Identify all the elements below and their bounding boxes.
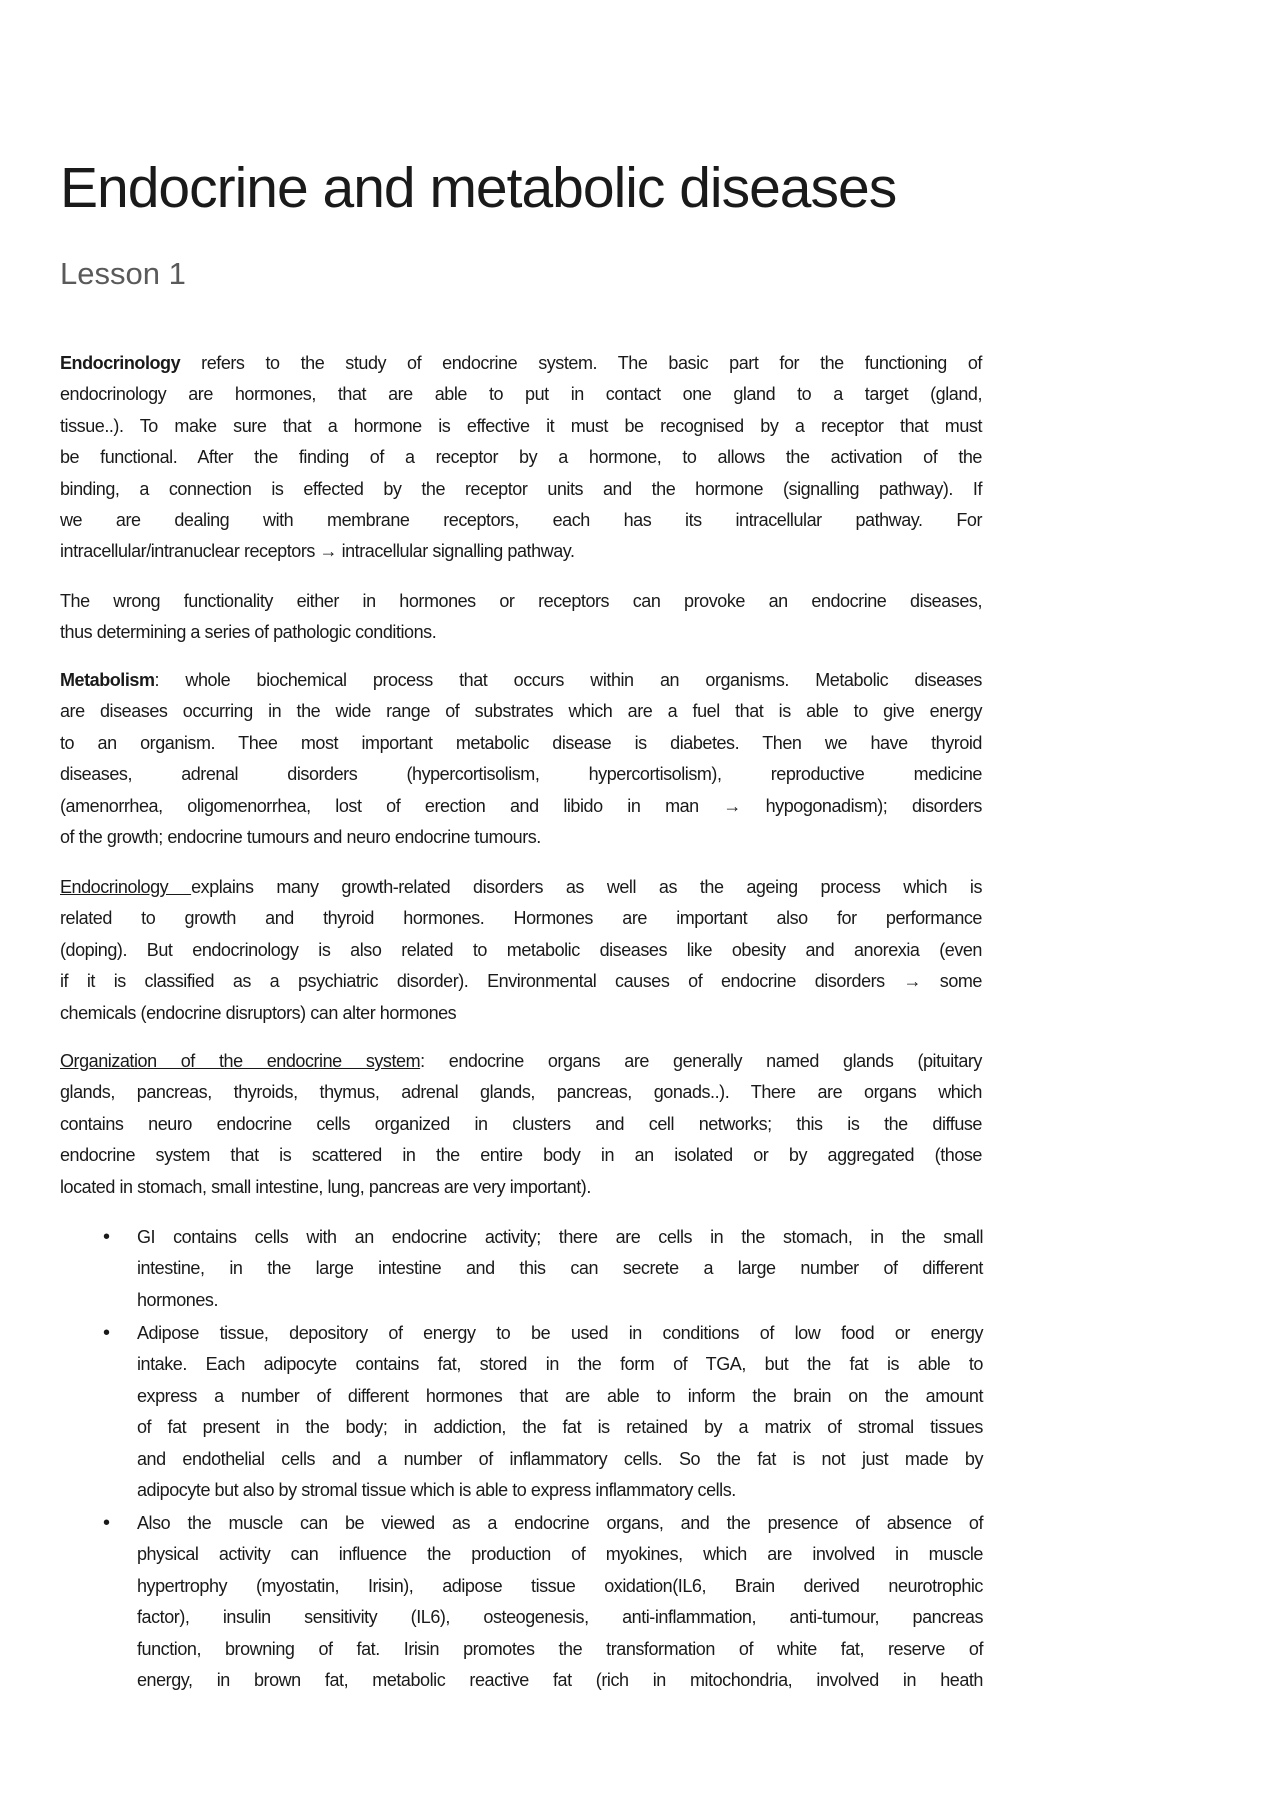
bullet-list-item — [103, 1222, 983, 1316]
text-line: GI contains cells with an endocrine activity; there are cells in the stomach, in the small — [137, 1227, 983, 1247]
text-line: physical activity can influence the production of myokines, which are involved in muscle — [137, 1544, 983, 1565]
document-subtitle: Lesson 1 — [60, 256, 186, 291]
paragraph-lead-term: Organization of the endocrine system — [60, 1051, 421, 1071]
text-line: Organization of the endocrine system: endocrine organs are generally named glands (pituitary — [60, 1051, 982, 1071]
text-line: intracellular/intranuclear receptors → intracellular signalling pathway. — [60, 541, 575, 562]
text-line: (amenorrhea, oligomenorrhea, lost of erection and libido in man → hypogonadism); disorders — [60, 795, 982, 816]
text-line: are diseases occurring in the wide range of substrates which are a fuel that is able to give energy — [60, 701, 982, 722]
text-line: endocrine system that is scattered in the entire body in an isolated or by aggregated (those — [60, 1145, 982, 1166]
text-line: glands, pancreas, thyroids, thymus, adrenal glands, pancreas, gonads..). There are organs which — [60, 1082, 982, 1103]
text-line: function, browning of fat. Irisin promotes the transformation of white fat, reserve of — [137, 1638, 983, 1659]
paragraph — [60, 348, 982, 568]
paragraph-lead-term: Endocrinology — [60, 353, 181, 373]
bullet-list-item — [103, 1318, 983, 1506]
paragraph — [60, 872, 982, 1029]
paragraph — [60, 665, 982, 853]
text-line: of the growth; endocrine tumours and neuro endocrine tumours. — [60, 826, 541, 847]
bullet-list-item — [103, 1508, 983, 1696]
text-line: located in stomach, small intestine, lung, pancreas are very important). — [60, 1176, 591, 1197]
bullet-icon: • — [103, 1512, 110, 1534]
bullet-icon: • — [103, 1322, 110, 1344]
text-line: hormones. — [137, 1289, 218, 1310]
text-line: Endocrinology explains many growth-related disorders as well as the ageing process which is — [60, 877, 982, 897]
text-line: be functional. After the finding of a receptor by a hormone, to allows the activation of the — [60, 447, 982, 468]
text-line: energy, in brown fat, metabolic reactive fat (rich in mitochondria, involved in heath — [137, 1669, 983, 1690]
text-line: chemicals (endocrine disruptors) can alter hormones — [60, 1002, 457, 1023]
text-line: to an organism. Thee most important metabolic disease is diabetes. Then we have thyroid — [60, 732, 982, 753]
text-line: and endothelial cells and a number of inflammatory cells. So the fat is not just made by — [137, 1448, 983, 1469]
text-line: related to growth and thyroid hormones. Hormones are important also for performance — [60, 908, 982, 929]
text-line: express a number of different hormones that are able to inform the brain on the amount — [137, 1385, 983, 1406]
text-line: intestine, in the large intestine and this can secrete a large number of different — [137, 1258, 983, 1279]
text-line: Metabolism: whole biochemical process that occurs within an organisms. Metabolic diseases — [60, 670, 982, 690]
text-line: (doping). But endocrinology is also related to metabolic diseases like obesity and anorexia (even — [60, 939, 982, 960]
text-line: Also the muscle can be viewed as a endocrine organs, and the presence of absence of — [137, 1513, 983, 1533]
text-line: contains neuro endocrine cells organized in clusters and cell networks; this is the diffuse — [60, 1113, 982, 1134]
paragraph — [60, 1046, 982, 1203]
text-line: The wrong functionality either in hormones or receptors can provoke an endocrine diseases, — [60, 591, 982, 611]
text-line: thus determining a series of pathologic conditions. — [60, 622, 437, 643]
text-line: we are dealing with membrane receptors, each has its intracellular pathway. For — [60, 509, 982, 530]
text-line: binding, a connection is effected by the receptor units and the hormone (signalling pathway). If — [60, 478, 982, 499]
paragraph-lead-term: Endocrinology — [60, 877, 192, 897]
text-line: factor), insulin sensitivity (IL6), osteogenesis, anti-inflammation, anti-tumour, pancreas — [137, 1607, 983, 1628]
text-line: hypertrophy (myostatin, Irisin), adipose tissue oxidation(IL6, Brain derived neurotrophic — [137, 1575, 983, 1596]
bullet-icon: • — [103, 1226, 110, 1248]
paragraph-lead-term: Metabolism — [60, 670, 155, 690]
text-line: of fat present in the body; in addiction, the fat is retained by a matrix of stromal tissues — [137, 1417, 983, 1438]
text-line: diseases, adrenal disorders (hypercortisolism, hypercortisolism), reproductive medicine — [60, 764, 982, 785]
text-line: if it is classified as a psychiatric disorder). Environmental causes of endocrine disorders → some — [60, 971, 982, 992]
text-line: Adipose tissue, depository of energy to be used in conditions of low food or energy — [137, 1323, 983, 1343]
document-title: Endocrine and metabolic diseases — [60, 156, 897, 220]
paragraph — [60, 586, 982, 649]
text-line: intake. Each adipocyte contains fat, stored in the form of TGA, but the fat is able to — [137, 1354, 983, 1375]
text-line: tissue..). To make sure that a hormone is effective it must be recognised by a receptor that must — [60, 415, 982, 436]
text-line: endocrinology are hormones, that are able to put in contact one gland to a target (gland, — [60, 384, 982, 405]
text-line: adipocyte but also by stromal tissue which is able to express inflammatory cells. — [137, 1479, 736, 1500]
text-line: Endocrinology refers to the study of endocrine system. The basic part for the functioning of — [60, 353, 982, 373]
